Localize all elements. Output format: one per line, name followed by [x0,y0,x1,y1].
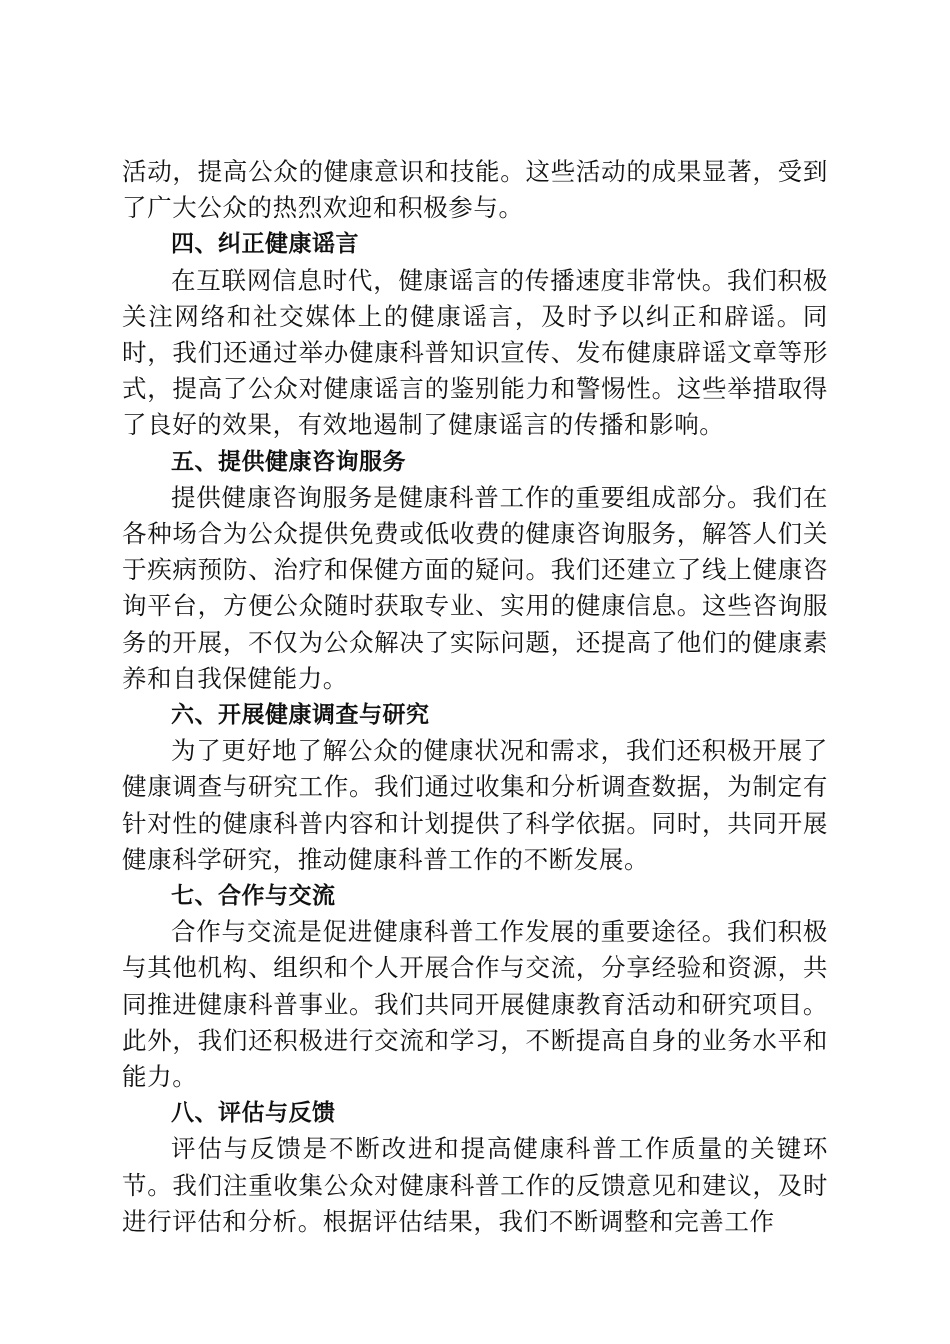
paragraph-section-6: 为了更好地了解公众的健康状况和需求，我们还积极开展了健康调查与研究工作。我们通过收集和分析调查数据，为制定有针对性的健康科普内容和计划提供了科学依据。同时，共同开展健康科学研究，推动健康科普工作的不断发展。 [122,736,828,874]
section-heading-5: 五、提供健康咨询服务 [171,448,406,475]
paragraph-section-8: 评估与反馈是不断改进和提高健康科普工作质量的关键环节。我们注重收集公众对健康科普工作的反馈意见和建议，及时进行评估和分析。根据评估结果，我们不断调整和完善工作 [122,1134,828,1236]
section-heading-7: 七、合作与交流 [171,883,336,910]
section-heading-6: 六、开展健康调查与研究 [171,702,430,729]
section-heading-4: 四、纠正健康谣言 [171,231,359,258]
paragraph-section-5: 提供健康咨询服务是健康科普工作的重要组成部分。我们在各种场合为公众提供免费或低收费的健康咨询服务，解答人们关于疾病预防、治疗和保健方面的疑问。我们还建立了线上健康咨询平台，方便公众随时获取专业、实用的健康信息。这些咨询服务的开展，不仅为公众解决了实际问题，还提高了他们的健康素养和自我保健能力。 [122,482,828,693]
document-body [122,154,828,1240]
paragraph-section-4: 在互联网信息时代，健康谣言的传播速度非常快。我们积极关注网络和社交媒体上的健康谣言，及时予以纠正和辟谣。同时，我们还通过举办健康科普知识宣传、发布健康辟谣文章等形式，提高了公众对健康谣言的鉴别能力和警惕性。这些举措取得了良好的效果，有效地遏制了健康谣言的传播和影响。 [122,265,828,440]
paragraph-section-7: 合作与交流是促进健康科普工作发展的重要途径。我们积极与其他机构、组织和个人开展合作与交流，分享经验和资源，共同推进健康科普事业。我们共同开展健康教育活动和研究项目。此外，我们还积极进行交流和学习，不断提高自身的业务水平和能力。 [122,917,828,1092]
section-heading-8: 八、评估与反馈 [171,1100,336,1127]
paragraph-continued: 活动，提高公众的健康意识和技能。这些活动的成果显著，受到了广大公众的热烈欢迎和积极参与。 [122,157,828,223]
